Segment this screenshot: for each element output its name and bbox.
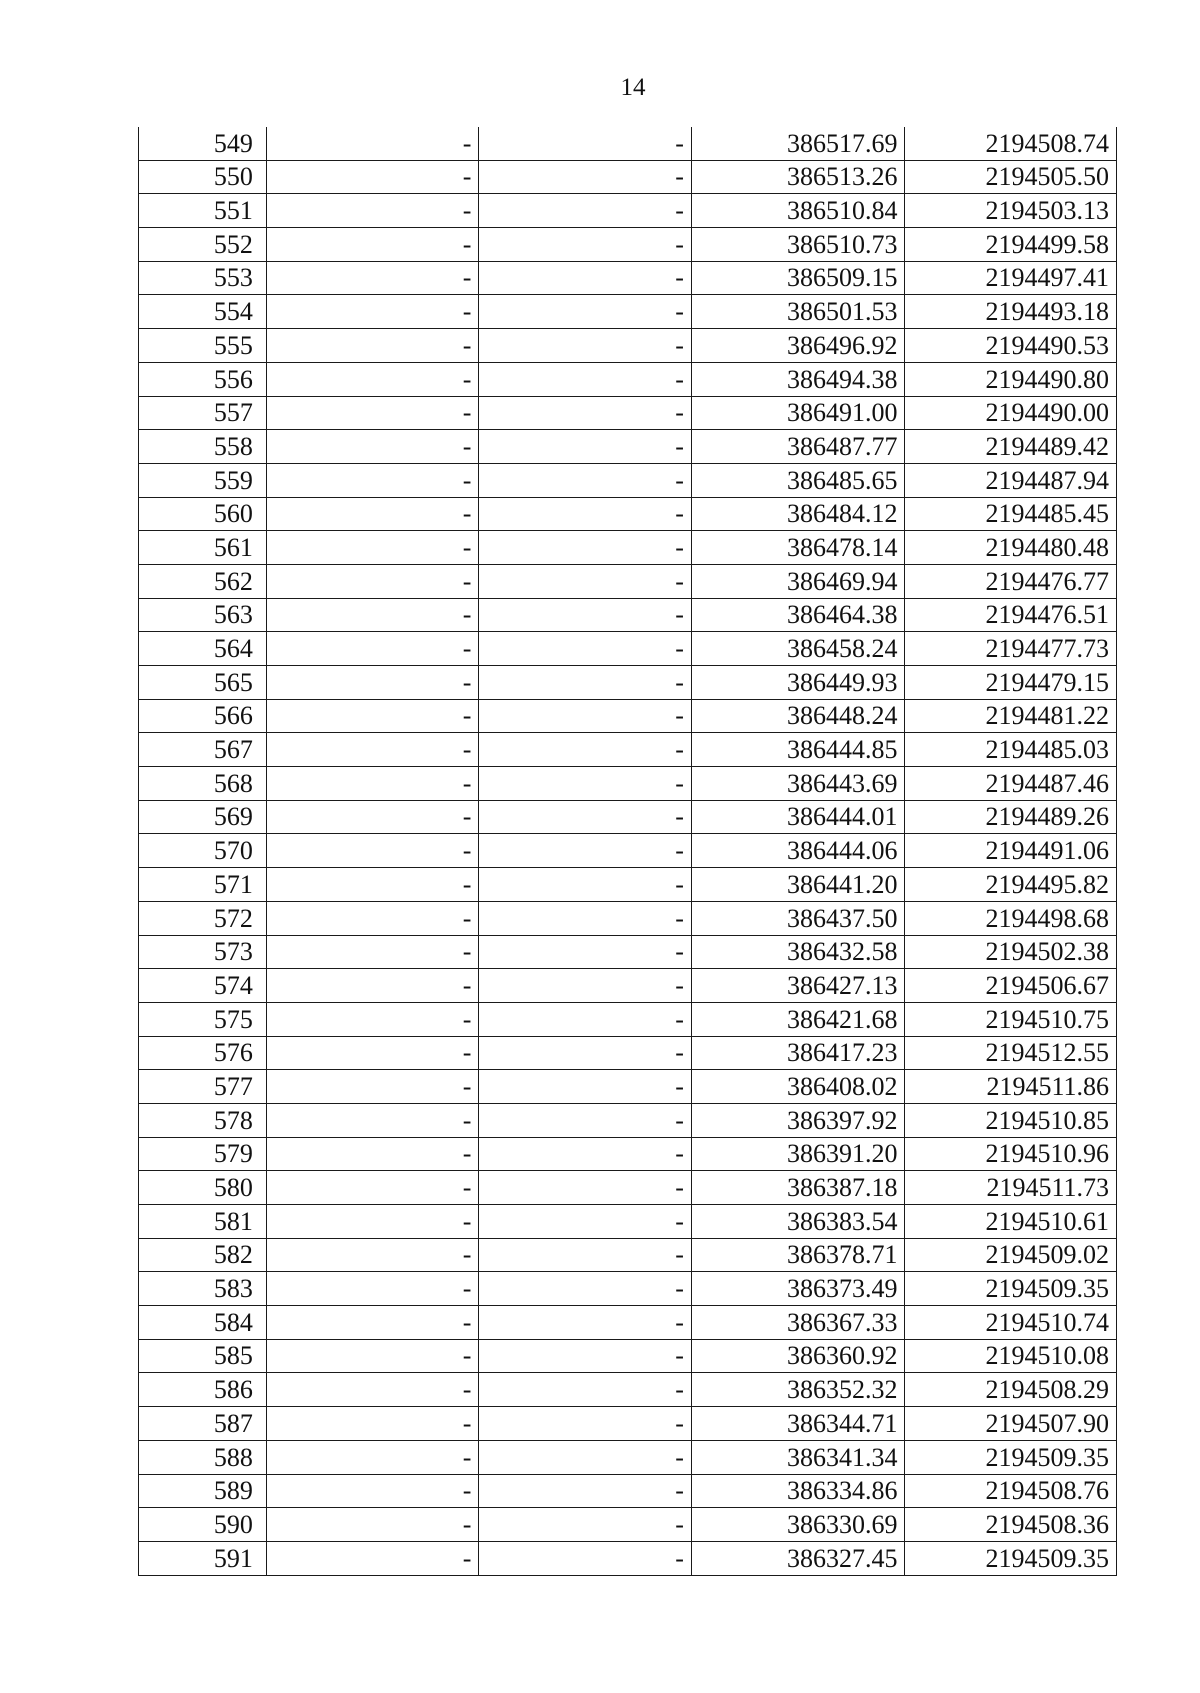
point-number-cell: 553 [139, 261, 267, 295]
x-coordinate-cell: 386432.58 [691, 935, 905, 969]
table-row [139, 564, 1117, 598]
point-number-cell: 572 [139, 901, 267, 935]
table-row [139, 1137, 1117, 1171]
table-row [139, 733, 1117, 767]
empty-value-cell-b: - [479, 800, 692, 834]
table-row [139, 699, 1117, 733]
empty-value-cell-a: - [266, 1036, 479, 1070]
table-row [139, 261, 1117, 295]
y-coordinate-cell: 2194490.00 [905, 396, 1117, 430]
empty-value-cell-a: - [266, 1508, 479, 1542]
table-row [139, 1238, 1117, 1272]
y-coordinate-cell: 2194507.90 [905, 1407, 1117, 1441]
empty-value-cell-b: - [479, 194, 692, 228]
empty-value-cell-a: - [266, 1070, 479, 1104]
y-coordinate-cell: 2194479.15 [905, 666, 1117, 700]
empty-value-cell-a: - [266, 1272, 479, 1306]
y-coordinate-cell: 2194505.50 [905, 160, 1117, 194]
empty-value-cell-a: - [266, 194, 479, 228]
coordinates-table [138, 127, 1117, 1576]
point-number-cell: 578 [139, 1103, 267, 1137]
empty-value-cell-a: - [266, 1407, 479, 1441]
table-row [139, 160, 1117, 194]
table-row [139, 1407, 1117, 1441]
x-coordinate-cell: 386510.73 [691, 228, 905, 262]
empty-value-cell-b: - [479, 1205, 692, 1239]
empty-value-cell-b: - [479, 767, 692, 801]
table-row [139, 1541, 1117, 1575]
point-number-cell: 582 [139, 1238, 267, 1272]
y-coordinate-cell: 2194491.06 [905, 834, 1117, 868]
table-row [139, 430, 1117, 464]
empty-value-cell-b: - [479, 1036, 692, 1070]
point-number-cell: 570 [139, 834, 267, 868]
empty-value-cell-b: - [479, 834, 692, 868]
empty-value-cell-b: - [479, 1407, 692, 1441]
empty-value-cell-b: - [479, 969, 692, 1003]
point-number-cell: 568 [139, 767, 267, 801]
x-coordinate-cell: 386383.54 [691, 1205, 905, 1239]
x-coordinate-cell: 386501.53 [691, 295, 905, 329]
empty-value-cell-b: - [479, 295, 692, 329]
point-number-cell: 569 [139, 800, 267, 834]
table-row [139, 194, 1117, 228]
empty-value-cell-a: - [266, 261, 479, 295]
table-row [139, 1306, 1117, 1340]
x-coordinate-cell: 386408.02 [691, 1070, 905, 1104]
y-coordinate-cell: 2194508.29 [905, 1373, 1117, 1407]
empty-value-cell-b: - [479, 396, 692, 430]
x-coordinate-cell: 386427.13 [691, 969, 905, 1003]
x-coordinate-cell: 386496.92 [691, 329, 905, 363]
point-number-cell: 581 [139, 1205, 267, 1239]
coordinates-table-body [139, 127, 1117, 1575]
table-row [139, 362, 1117, 396]
y-coordinate-cell: 2194509.35 [905, 1440, 1117, 1474]
point-number-cell: 584 [139, 1306, 267, 1340]
y-coordinate-cell: 2194510.08 [905, 1339, 1117, 1373]
empty-value-cell-b: - [479, 261, 692, 295]
table-row [139, 127, 1117, 160]
table-row [139, 531, 1117, 565]
table-row [139, 1070, 1117, 1104]
y-coordinate-cell: 2194480.48 [905, 531, 1117, 565]
point-number-cell: 577 [139, 1070, 267, 1104]
x-coordinate-cell: 386330.69 [691, 1508, 905, 1542]
x-coordinate-cell: 386448.24 [691, 699, 905, 733]
x-coordinate-cell: 386443.69 [691, 767, 905, 801]
x-coordinate-cell: 386352.32 [691, 1373, 905, 1407]
point-number-cell: 573 [139, 935, 267, 969]
empty-value-cell-b: - [479, 362, 692, 396]
empty-value-cell-b: - [479, 127, 692, 160]
empty-value-cell-b: - [479, 1002, 692, 1036]
y-coordinate-cell: 2194512.55 [905, 1036, 1117, 1070]
x-coordinate-cell: 386360.92 [691, 1339, 905, 1373]
table-row [139, 935, 1117, 969]
point-number-cell: 574 [139, 969, 267, 1003]
empty-value-cell-b: - [479, 1070, 692, 1104]
point-number-cell: 590 [139, 1508, 267, 1542]
empty-value-cell-a: - [266, 1339, 479, 1373]
empty-value-cell-a: - [266, 463, 479, 497]
table-row [139, 868, 1117, 902]
point-number-cell: 565 [139, 666, 267, 700]
y-coordinate-cell: 2194497.41 [905, 261, 1117, 295]
y-coordinate-cell: 2194490.80 [905, 362, 1117, 396]
empty-value-cell-a: - [266, 598, 479, 632]
y-coordinate-cell: 2194485.45 [905, 497, 1117, 531]
table-row [139, 632, 1117, 666]
point-number-cell: 575 [139, 1002, 267, 1036]
point-number-cell: 560 [139, 497, 267, 531]
empty-value-cell-a: - [266, 396, 479, 430]
point-number-cell: 589 [139, 1474, 267, 1508]
x-coordinate-cell: 386437.50 [691, 901, 905, 935]
x-coordinate-cell: 386509.15 [691, 261, 905, 295]
point-number-cell: 555 [139, 329, 267, 363]
empty-value-cell-a: - [266, 1205, 479, 1239]
empty-value-cell-b: - [479, 1103, 692, 1137]
empty-value-cell-b: - [479, 1541, 692, 1575]
empty-value-cell-b: - [479, 666, 692, 700]
table-row [139, 800, 1117, 834]
empty-value-cell-a: - [266, 969, 479, 1003]
empty-value-cell-a: - [266, 1373, 479, 1407]
page-number: 14 [620, 74, 646, 101]
x-coordinate-cell: 386494.38 [691, 362, 905, 396]
empty-value-cell-b: - [479, 1137, 692, 1171]
x-coordinate-cell: 386391.20 [691, 1137, 905, 1171]
x-coordinate-cell: 386367.33 [691, 1306, 905, 1340]
empty-value-cell-b: - [479, 598, 692, 632]
table-row [139, 1272, 1117, 1306]
table-row [139, 1373, 1117, 1407]
x-coordinate-cell: 386484.12 [691, 497, 905, 531]
table-row [139, 396, 1117, 430]
y-coordinate-cell: 2194490.53 [905, 329, 1117, 363]
empty-value-cell-b: - [479, 868, 692, 902]
point-number-cell: 557 [139, 396, 267, 430]
y-coordinate-cell: 2194510.74 [905, 1306, 1117, 1340]
empty-value-cell-a: - [266, 733, 479, 767]
table-row [139, 969, 1117, 1003]
y-coordinate-cell: 2194509.35 [905, 1272, 1117, 1306]
table-row [139, 1440, 1117, 1474]
empty-value-cell-a: - [266, 497, 479, 531]
y-coordinate-cell: 2194487.94 [905, 463, 1117, 497]
point-number-cell: 559 [139, 463, 267, 497]
empty-value-cell-b: - [479, 935, 692, 969]
y-coordinate-cell: 2194489.26 [905, 800, 1117, 834]
x-coordinate-cell: 386464.38 [691, 598, 905, 632]
table-row [139, 1036, 1117, 1070]
point-number-cell: 571 [139, 868, 267, 902]
empty-value-cell-a: - [266, 1171, 479, 1205]
y-coordinate-cell: 2194508.76 [905, 1474, 1117, 1508]
point-number-cell: 579 [139, 1137, 267, 1171]
empty-value-cell-b: - [479, 1373, 692, 1407]
empty-value-cell-b: - [479, 430, 692, 464]
point-number-cell: 558 [139, 430, 267, 464]
empty-value-cell-a: - [266, 834, 479, 868]
empty-value-cell-b: - [479, 1339, 692, 1373]
table-row [139, 295, 1117, 329]
point-number-cell: 550 [139, 160, 267, 194]
empty-value-cell-b: - [479, 564, 692, 598]
y-coordinate-cell: 2194487.46 [905, 767, 1117, 801]
table-row [139, 329, 1117, 363]
y-coordinate-cell: 2194509.02 [905, 1238, 1117, 1272]
x-coordinate-cell: 386341.34 [691, 1440, 905, 1474]
x-coordinate-cell: 386373.49 [691, 1272, 905, 1306]
empty-value-cell-a: - [266, 362, 479, 396]
y-coordinate-cell: 2194509.35 [905, 1541, 1117, 1575]
point-number-cell: 588 [139, 1440, 267, 1474]
table-row [139, 1339, 1117, 1373]
table-row [139, 1508, 1117, 1542]
x-coordinate-cell: 386487.77 [691, 430, 905, 464]
empty-value-cell-b: - [479, 329, 692, 363]
x-coordinate-cell: 386397.92 [691, 1103, 905, 1137]
empty-value-cell-b: - [479, 531, 692, 565]
y-coordinate-cell: 2194502.38 [905, 935, 1117, 969]
y-coordinate-cell: 2194506.67 [905, 969, 1117, 1003]
empty-value-cell-b: - [479, 463, 692, 497]
x-coordinate-cell: 386387.18 [691, 1171, 905, 1205]
table-row [139, 598, 1117, 632]
empty-value-cell-a: - [266, 1306, 479, 1340]
empty-value-cell-a: - [266, 699, 479, 733]
point-number-cell: 576 [139, 1036, 267, 1070]
table-row [139, 901, 1117, 935]
y-coordinate-cell: 2194476.77 [905, 564, 1117, 598]
table-row [139, 1103, 1117, 1137]
point-number-cell: 552 [139, 228, 267, 262]
empty-value-cell-a: - [266, 901, 479, 935]
empty-value-cell-b: - [479, 1171, 692, 1205]
empty-value-cell-a: - [266, 1002, 479, 1036]
empty-value-cell-a: - [266, 666, 479, 700]
table-row [139, 228, 1117, 262]
empty-value-cell-b: - [479, 497, 692, 531]
empty-value-cell-a: - [266, 228, 479, 262]
table-row [139, 1205, 1117, 1239]
x-coordinate-cell: 386510.84 [691, 194, 905, 228]
point-number-cell: 587 [139, 1407, 267, 1441]
y-coordinate-cell: 2194510.85 [905, 1103, 1117, 1137]
point-number-cell: 585 [139, 1339, 267, 1373]
empty-value-cell-a: - [266, 329, 479, 363]
point-number-cell: 556 [139, 362, 267, 396]
empty-value-cell-a: - [266, 531, 479, 565]
point-number-cell: 566 [139, 699, 267, 733]
empty-value-cell-b: - [479, 1238, 692, 1272]
x-coordinate-cell: 386444.06 [691, 834, 905, 868]
empty-value-cell-b: - [479, 160, 692, 194]
point-number-cell: 580 [139, 1171, 267, 1205]
empty-value-cell-b: - [479, 733, 692, 767]
point-number-cell: 564 [139, 632, 267, 666]
x-coordinate-cell: 386334.86 [691, 1474, 905, 1508]
empty-value-cell-a: - [266, 1238, 479, 1272]
y-coordinate-cell: 2194499.58 [905, 228, 1117, 262]
table-row [139, 463, 1117, 497]
y-coordinate-cell: 2194477.73 [905, 632, 1117, 666]
point-number-cell: 563 [139, 598, 267, 632]
x-coordinate-cell: 386449.93 [691, 666, 905, 700]
point-number-cell: 567 [139, 733, 267, 767]
empty-value-cell-b: - [479, 1306, 692, 1340]
empty-value-cell-b: - [479, 228, 692, 262]
empty-value-cell-a: - [266, 868, 479, 902]
x-coordinate-cell: 386344.71 [691, 1407, 905, 1441]
empty-value-cell-a: - [266, 800, 479, 834]
x-coordinate-cell: 386327.45 [691, 1541, 905, 1575]
y-coordinate-cell: 2194498.68 [905, 901, 1117, 935]
x-coordinate-cell: 386478.14 [691, 531, 905, 565]
y-coordinate-cell: 2194510.61 [905, 1205, 1117, 1239]
y-coordinate-cell: 2194508.36 [905, 1508, 1117, 1542]
table-row [139, 1474, 1117, 1508]
empty-value-cell-a: - [266, 1440, 479, 1474]
empty-value-cell-a: - [266, 1474, 479, 1508]
y-coordinate-cell: 2194511.73 [905, 1171, 1117, 1205]
empty-value-cell-b: - [479, 1474, 692, 1508]
y-coordinate-cell: 2194485.03 [905, 733, 1117, 767]
x-coordinate-cell: 386469.94 [691, 564, 905, 598]
x-coordinate-cell: 386485.65 [691, 463, 905, 497]
y-coordinate-cell: 2194495.82 [905, 868, 1117, 902]
table-row [139, 834, 1117, 868]
empty-value-cell-b: - [479, 699, 692, 733]
empty-value-cell-a: - [266, 160, 479, 194]
y-coordinate-cell: 2194503.13 [905, 194, 1117, 228]
table-row [139, 497, 1117, 531]
x-coordinate-cell: 386458.24 [691, 632, 905, 666]
point-number-cell: 549 [139, 127, 267, 160]
point-number-cell: 562 [139, 564, 267, 598]
x-coordinate-cell: 386441.20 [691, 868, 905, 902]
empty-value-cell-a: - [266, 632, 479, 666]
x-coordinate-cell: 386378.71 [691, 1238, 905, 1272]
y-coordinate-cell: 2194508.74 [905, 127, 1117, 160]
point-number-cell: 586 [139, 1373, 267, 1407]
y-coordinate-cell: 2194489.42 [905, 430, 1117, 464]
y-coordinate-cell: 2194481.22 [905, 699, 1117, 733]
point-number-cell: 583 [139, 1272, 267, 1306]
empty-value-cell-a: - [266, 1541, 479, 1575]
table-row [139, 767, 1117, 801]
empty-value-cell-a: - [266, 430, 479, 464]
point-number-cell: 554 [139, 295, 267, 329]
table-row [139, 1002, 1117, 1036]
x-coordinate-cell: 386491.00 [691, 396, 905, 430]
x-coordinate-cell: 386513.26 [691, 160, 905, 194]
point-number-cell: 561 [139, 531, 267, 565]
point-number-cell: 591 [139, 1541, 267, 1575]
empty-value-cell-b: - [479, 632, 692, 666]
y-coordinate-cell: 2194511.86 [905, 1070, 1117, 1104]
empty-value-cell-a: - [266, 295, 479, 329]
empty-value-cell-b: - [479, 1272, 692, 1306]
empty-value-cell-a: - [266, 1137, 479, 1171]
y-coordinate-cell: 2194476.51 [905, 598, 1117, 632]
empty-value-cell-a: - [266, 127, 479, 160]
empty-value-cell-a: - [266, 935, 479, 969]
table-row [139, 666, 1117, 700]
x-coordinate-cell: 386421.68 [691, 1002, 905, 1036]
y-coordinate-cell: 2194510.96 [905, 1137, 1117, 1171]
table-row [139, 1171, 1117, 1205]
x-coordinate-cell: 386444.01 [691, 800, 905, 834]
x-coordinate-cell: 386517.69 [691, 127, 905, 160]
x-coordinate-cell: 386444.85 [691, 733, 905, 767]
y-coordinate-cell: 2194510.75 [905, 1002, 1117, 1036]
y-coordinate-cell: 2194493.18 [905, 295, 1117, 329]
x-coordinate-cell: 386417.23 [691, 1036, 905, 1070]
empty-value-cell-b: - [479, 1508, 692, 1542]
empty-value-cell-a: - [266, 564, 479, 598]
empty-value-cell-b: - [479, 901, 692, 935]
empty-value-cell-a: - [266, 1103, 479, 1137]
empty-value-cell-b: - [479, 1440, 692, 1474]
empty-value-cell-a: - [266, 767, 479, 801]
point-number-cell: 551 [139, 194, 267, 228]
